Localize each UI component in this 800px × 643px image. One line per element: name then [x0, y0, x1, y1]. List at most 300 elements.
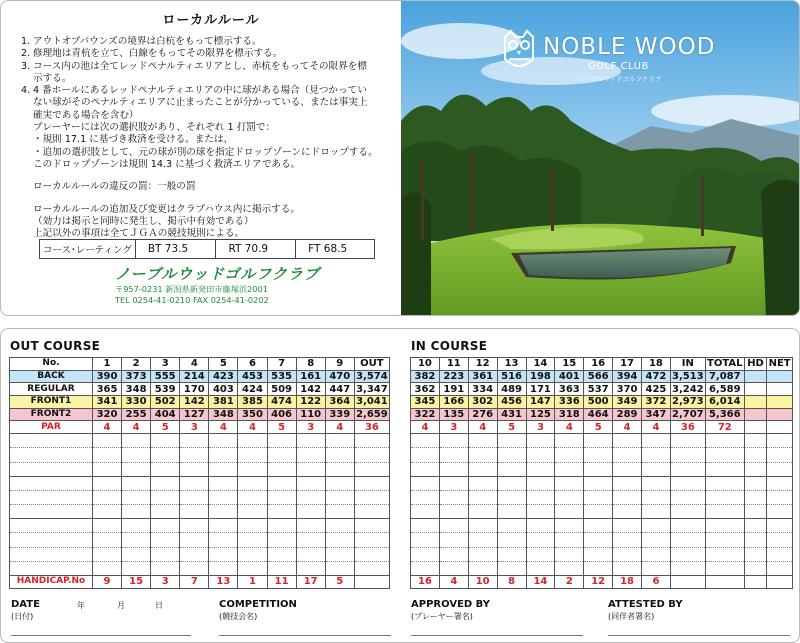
score-cell	[439, 434, 468, 448]
net-header: NET	[768, 358, 791, 370]
score-cell	[296, 462, 325, 476]
score-cell	[497, 505, 526, 519]
score-cell	[151, 505, 180, 519]
score-cell	[209, 448, 238, 462]
score-cell	[439, 519, 468, 533]
score-cell	[10, 434, 93, 448]
score-cell	[238, 505, 267, 519]
score-cell	[122, 561, 151, 575]
score-cell	[705, 519, 744, 533]
score-cell	[151, 462, 180, 476]
score-cell	[354, 533, 389, 547]
in-score-row[interactable]	[411, 434, 793, 448]
score-cell	[613, 490, 642, 504]
yardage-cell: 302	[468, 396, 497, 409]
score-cell	[744, 533, 766, 547]
score-cell	[744, 490, 766, 504]
score-cell	[555, 561, 584, 575]
out-score-row[interactable]	[10, 547, 390, 561]
score-cell	[325, 519, 354, 533]
rule-text: アウトオブバウンズの境界は白杭をもって標示する。	[33, 36, 262, 47]
score-cell	[267, 519, 296, 533]
score-cell	[238, 547, 267, 561]
score-cell	[411, 533, 440, 547]
yardage-cell: 4	[468, 421, 497, 434]
out-score-row[interactable]	[10, 434, 390, 448]
in-row-par	[411, 421, 793, 434]
rules-title: ローカルルール	[162, 13, 260, 28]
out-score-row[interactable]	[10, 561, 390, 575]
score-cell	[584, 462, 613, 476]
out-row-front1	[10, 396, 390, 409]
tee-label: FRONT2	[10, 408, 93, 421]
score-cell	[354, 547, 389, 561]
yardage-cell: 5	[151, 421, 180, 434]
score-cell	[151, 434, 180, 448]
score-cell	[705, 448, 744, 462]
score-cell	[555, 505, 584, 519]
score-cell	[642, 448, 671, 462]
yardage-cell: 489	[497, 383, 526, 396]
score-cell	[613, 476, 642, 490]
yardage-cell: 424	[238, 383, 267, 396]
score-cell	[555, 448, 584, 462]
scorecard-panel	[0, 328, 800, 643]
date-underline[interactable]	[11, 635, 191, 636]
yardage-cell: 364	[325, 396, 354, 409]
attested-underline[interactable]	[608, 635, 790, 636]
in-total-header: IN	[670, 358, 705, 371]
score-cell	[767, 547, 793, 561]
yardage-cell	[767, 408, 793, 421]
attested-label: ATTESTED BY	[608, 599, 683, 610]
score-cell	[180, 505, 209, 519]
yardage-cell: 6,014	[705, 396, 744, 409]
score-cell	[10, 476, 93, 490]
score-cell	[92, 490, 121, 504]
in-row-back	[411, 370, 793, 383]
yardage-cell: 348	[209, 408, 238, 421]
in-row-front2	[411, 408, 793, 421]
score-cell	[92, 476, 121, 490]
score-cell	[670, 476, 705, 490]
score-cell	[670, 547, 705, 561]
score-cell	[767, 448, 793, 462]
rating-ft: FT 68.5	[296, 240, 375, 259]
yardage-cell	[744, 421, 766, 434]
yardage-cell: 166	[439, 396, 468, 409]
score-cell	[744, 448, 766, 462]
out-row-front2	[10, 408, 390, 421]
score-cell	[354, 434, 389, 448]
score-cell	[296, 505, 325, 519]
yardage-cell	[744, 370, 766, 383]
yardage-cell: 110	[296, 408, 325, 421]
score-cell	[767, 462, 793, 476]
score-cell	[497, 547, 526, 561]
score-cell	[325, 547, 354, 561]
yardage-cell: 4	[411, 421, 440, 434]
handicap-header: HD	[744, 358, 766, 371]
handicap-cell: 1	[238, 576, 267, 589]
rule-item-1	[21, 36, 391, 48]
score-cell	[325, 462, 354, 476]
in-course-title: IN COURSE	[411, 339, 488, 353]
hole-header: 17	[613, 358, 642, 371]
yardage-cell: 3,574	[356, 371, 388, 383]
score-cell	[411, 476, 440, 490]
rule-number: 3.	[21, 60, 31, 72]
score-cell	[767, 505, 793, 519]
out-score-row[interactable]	[10, 462, 390, 476]
yardage-cell: 5	[497, 421, 526, 434]
score-cell	[584, 505, 613, 519]
score-cell	[642, 462, 671, 476]
rule-text: 修理地は青杭を立て、白線をもってその限界を標示する。	[33, 48, 283, 60]
out-score-row[interactable]	[10, 519, 390, 533]
yardage-cell: 453	[238, 370, 267, 383]
in-score-row[interactable]	[411, 448, 793, 462]
score-cell	[468, 547, 497, 561]
yardage-cell: 350	[238, 408, 267, 421]
rule-item-3	[21, 61, 391, 86]
score-cell	[526, 533, 555, 547]
handicap-cell	[354, 576, 389, 589]
hole-header: 9	[325, 358, 354, 371]
score-cell	[267, 505, 296, 519]
yardage-cell: 147	[526, 396, 555, 409]
score-cell	[238, 561, 267, 575]
yardage-cell: 320	[92, 408, 121, 421]
competition-label: COMPETITION	[219, 599, 297, 610]
score-cell	[122, 490, 151, 504]
score-cell	[642, 476, 671, 490]
in-score-row[interactable]	[411, 490, 793, 504]
score-cell	[10, 505, 93, 519]
score-cell	[354, 476, 389, 490]
score-cell	[584, 519, 613, 533]
logo-golf-club: GOLF CLUB	[588, 61, 649, 72]
score-cell	[325, 533, 354, 547]
score-cell	[180, 476, 209, 490]
score-cell	[497, 448, 526, 462]
score-cell	[411, 490, 440, 504]
score-cell	[267, 434, 296, 448]
in-score-row[interactable]	[411, 533, 793, 547]
approved-underline[interactable]	[411, 635, 583, 636]
score-cell	[92, 561, 121, 575]
score-cell	[497, 476, 526, 490]
course-rating-label: コース･レーティング	[40, 240, 136, 259]
score-cell	[613, 519, 642, 533]
score-cell	[122, 505, 151, 519]
yardage-cell: 161	[296, 370, 325, 383]
score-cell	[555, 533, 584, 547]
score-cell	[555, 519, 584, 533]
in-score-row[interactable]	[411, 462, 793, 476]
score-cell	[705, 476, 744, 490]
yardage-cell: 36	[670, 421, 705, 434]
hole-header: 10	[411, 358, 440, 371]
yardage-cell: 4	[613, 421, 642, 434]
yardage-cell: 537	[584, 383, 613, 396]
approved-label: APPROVED BY	[411, 599, 490, 610]
score-cell	[670, 561, 705, 575]
yardage-cell: 381	[209, 396, 238, 409]
yardage-cell: 336	[555, 396, 584, 409]
yardage-cell: 5	[584, 421, 613, 434]
score-cell	[744, 505, 766, 519]
hole-header: 15	[555, 358, 584, 371]
score-cell	[439, 547, 468, 561]
yardage-cell: 142	[296, 383, 325, 396]
hole-header: 14	[526, 358, 555, 371]
score-cell	[411, 505, 440, 519]
rule-text: 4 番ホールにあるレッドペナルティエリアの中に球がある場合（見つかってい ない球がそのペナルティエリアに止まったことが分かっている、または事実上 確実である場合を含む） プレーヤーには次の選択肢があり、それぞれ 1 打罰で： ・規則 17.1 に基づき救済を受ける。または、 ・追加の選択肢として、元の球が別の球を指定ドロップゾーンにドロップする。 このドロップゾーンは規則 14.3 に基づく救済エリアである。	[33, 85, 378, 170]
score-cell	[354, 519, 389, 533]
rules-notice: ローカルルールの追加及び変更はクラブハウス内に掲示する。 （効力は掲示と同時に発生し、掲示中有効である） 上記以外の事項は全てＪＧＡの競技規則による。	[33, 203, 300, 240]
yardage-cell: 127	[180, 408, 209, 421]
logo-golf-club-jp: ノーブルウッドゴルフクラブ	[578, 75, 662, 83]
yardage-cell: 431	[497, 408, 526, 421]
score-cell	[209, 434, 238, 448]
score-cell	[555, 476, 584, 490]
in-score-row[interactable]	[411, 519, 793, 533]
owl-logo-icon	[501, 29, 537, 73]
score-cell	[497, 561, 526, 575]
score-cell	[468, 561, 497, 575]
score-cell	[267, 490, 296, 504]
yardage-cell: 509	[267, 383, 296, 396]
yardage-cell: 472	[642, 370, 671, 383]
score-cell	[497, 462, 526, 476]
yardage-cell: 122	[296, 396, 325, 409]
hole-header: 1	[92, 358, 121, 371]
score-cell	[180, 434, 209, 448]
score-cell	[613, 462, 642, 476]
score-cell	[468, 448, 497, 462]
competition-underline[interactable]	[219, 635, 391, 636]
score-cell	[670, 533, 705, 547]
rule-item-2	[21, 48, 391, 60]
score-cell	[439, 462, 468, 476]
hole-header: 2	[122, 358, 151, 371]
handicap-cell: 8	[497, 576, 526, 589]
club-address: 〒957-0231 新潟県新発田市藤塚浜2001	[115, 284, 268, 294]
yardage-cell: 373	[122, 370, 151, 383]
yardage-cell: 5	[267, 421, 296, 434]
score-cell	[468, 476, 497, 490]
yardage-cell: 535	[267, 370, 296, 383]
yardage-cell: 4	[642, 421, 671, 434]
year-unit: 年	[77, 601, 85, 610]
yardage-cell: 322	[411, 408, 440, 421]
rule-text: コース内の池は全てレッドペナルティエリアとし、赤杭をもってその限界を標 示する。	[33, 60, 367, 84]
handicap-cell: 14	[526, 576, 555, 589]
score-cell	[122, 448, 151, 462]
score-cell	[122, 547, 151, 561]
in-handicap-row	[411, 576, 793, 589]
yardage-cell: 135	[439, 408, 468, 421]
in-row-front1	[411, 396, 793, 409]
in-course-table	[410, 357, 793, 589]
yardage-cell: 191	[439, 383, 468, 396]
yardage-cell: 464	[584, 408, 613, 421]
score-cell	[151, 448, 180, 462]
hole-header: 12	[468, 358, 497, 371]
yardage-cell: 5,366	[705, 408, 744, 421]
score-cell	[526, 505, 555, 519]
score-cell	[92, 434, 121, 448]
score-cell	[325, 490, 354, 504]
score-cell	[296, 476, 325, 490]
yardage-cell: 365	[92, 383, 121, 396]
yardage-cell: 447	[325, 383, 354, 396]
yardage-cell: 390	[92, 370, 121, 383]
tee-label: PAR	[10, 421, 93, 434]
handicap-cell: 16	[411, 576, 440, 589]
score-cell	[354, 448, 389, 462]
score-cell	[439, 505, 468, 519]
yardage-cell	[744, 408, 766, 421]
yardage-cell: 348	[122, 383, 151, 396]
score-cell	[238, 434, 267, 448]
score-cell	[468, 490, 497, 504]
date-label-jp: (日付)	[11, 612, 34, 621]
yardage-cell: 406	[267, 408, 296, 421]
score-cell	[642, 533, 671, 547]
out-score-row[interactable]	[10, 448, 390, 462]
score-cell	[180, 533, 209, 547]
yardage-cell: 4	[209, 421, 238, 434]
score-cell	[744, 547, 766, 561]
handicap-cell: 15	[122, 576, 151, 589]
yardage-cell: 72	[705, 421, 744, 434]
score-cell	[209, 547, 238, 561]
score-cell	[267, 476, 296, 490]
course-rating-table	[39, 239, 375, 259]
score-cell	[10, 533, 93, 547]
score-cell	[267, 561, 296, 575]
score-cell	[744, 519, 766, 533]
score-cell	[439, 561, 468, 575]
yardage-cell: 170	[180, 383, 209, 396]
score-cell	[209, 490, 238, 504]
date-label: DATE	[11, 599, 40, 610]
score-cell	[238, 476, 267, 490]
score-cell	[10, 547, 93, 561]
score-cell	[584, 476, 613, 490]
yardage-cell: 361	[468, 370, 497, 383]
yardage-cell: 500	[584, 396, 613, 409]
score-cell	[705, 490, 744, 504]
score-cell	[526, 462, 555, 476]
score-cell	[180, 547, 209, 561]
yardage-cell: 255	[122, 408, 151, 421]
score-cell	[122, 519, 151, 533]
in-score-row[interactable]	[411, 547, 793, 561]
yardage-cell: 403	[209, 383, 238, 396]
in-score-row[interactable]	[411, 476, 793, 490]
score-cell	[613, 533, 642, 547]
club-phone: TEL 0254-41-0210 FAX 0254-41-0202	[115, 294, 269, 305]
handicap-cell: 6	[642, 576, 671, 589]
handicap-cell	[767, 576, 793, 589]
rating-rt: RT 70.9	[216, 240, 296, 259]
score-cell	[325, 448, 354, 462]
handicap-cell	[744, 576, 766, 589]
score-cell	[151, 519, 180, 533]
score-cell	[92, 533, 121, 547]
score-cell	[209, 505, 238, 519]
score-cell	[267, 533, 296, 547]
score-cell	[411, 462, 440, 476]
yardage-cell: 382	[411, 370, 440, 383]
out-row-par	[10, 421, 390, 434]
hole-header: 16	[584, 358, 613, 371]
score-cell	[584, 490, 613, 504]
out-score-row[interactable]	[10, 533, 390, 547]
yardage-cell: 223	[439, 370, 468, 383]
yardage-cell: 3,347	[356, 383, 388, 395]
rule-number: 1.	[21, 36, 31, 47]
handicap-cell	[705, 576, 744, 589]
score-cell	[767, 519, 793, 533]
score-cell	[555, 434, 584, 448]
score-cell	[705, 533, 744, 547]
rule-number: 4.	[21, 85, 31, 97]
score-cell	[526, 561, 555, 575]
in-score-row[interactable]	[411, 561, 793, 575]
yardage-cell: 4	[122, 421, 151, 434]
yardage-cell: 171	[526, 383, 555, 396]
score-cell	[613, 434, 642, 448]
score-cell	[296, 561, 325, 575]
out-total-header: OUT	[354, 358, 389, 371]
score-cell	[151, 561, 180, 575]
hole-header: 18	[642, 358, 671, 371]
score-cell	[151, 547, 180, 561]
score-cell	[10, 561, 93, 575]
score-cell	[296, 547, 325, 561]
rules-list	[1, 36, 401, 171]
score-cell	[584, 561, 613, 575]
handicap-cell: 17	[296, 576, 325, 589]
yardage-cell: 3,513	[672, 371, 704, 383]
yardage-cell	[767, 421, 793, 434]
out-score-row[interactable]	[10, 505, 390, 519]
hole-no-header: No.	[10, 358, 93, 371]
in-score-row[interactable]	[411, 505, 793, 519]
score-cell	[526, 490, 555, 504]
score-cell	[468, 533, 497, 547]
yardage-cell: 125	[526, 408, 555, 421]
out-score-row[interactable]	[10, 490, 390, 504]
score-cell	[122, 462, 151, 476]
rating-bt: BT 73.5	[135, 240, 216, 259]
score-cell	[354, 490, 389, 504]
yardage-cell: 539	[151, 383, 180, 396]
score-cell	[122, 476, 151, 490]
out-score-row[interactable]	[10, 476, 390, 490]
score-cell	[468, 519, 497, 533]
yardage-cell: 339	[325, 408, 354, 421]
hole-header: 6	[238, 358, 267, 371]
yardage-cell: 4	[92, 421, 121, 434]
yardage-cell: 370	[613, 383, 642, 396]
score-cell	[670, 519, 705, 533]
yardage-cell: 401	[555, 370, 584, 383]
